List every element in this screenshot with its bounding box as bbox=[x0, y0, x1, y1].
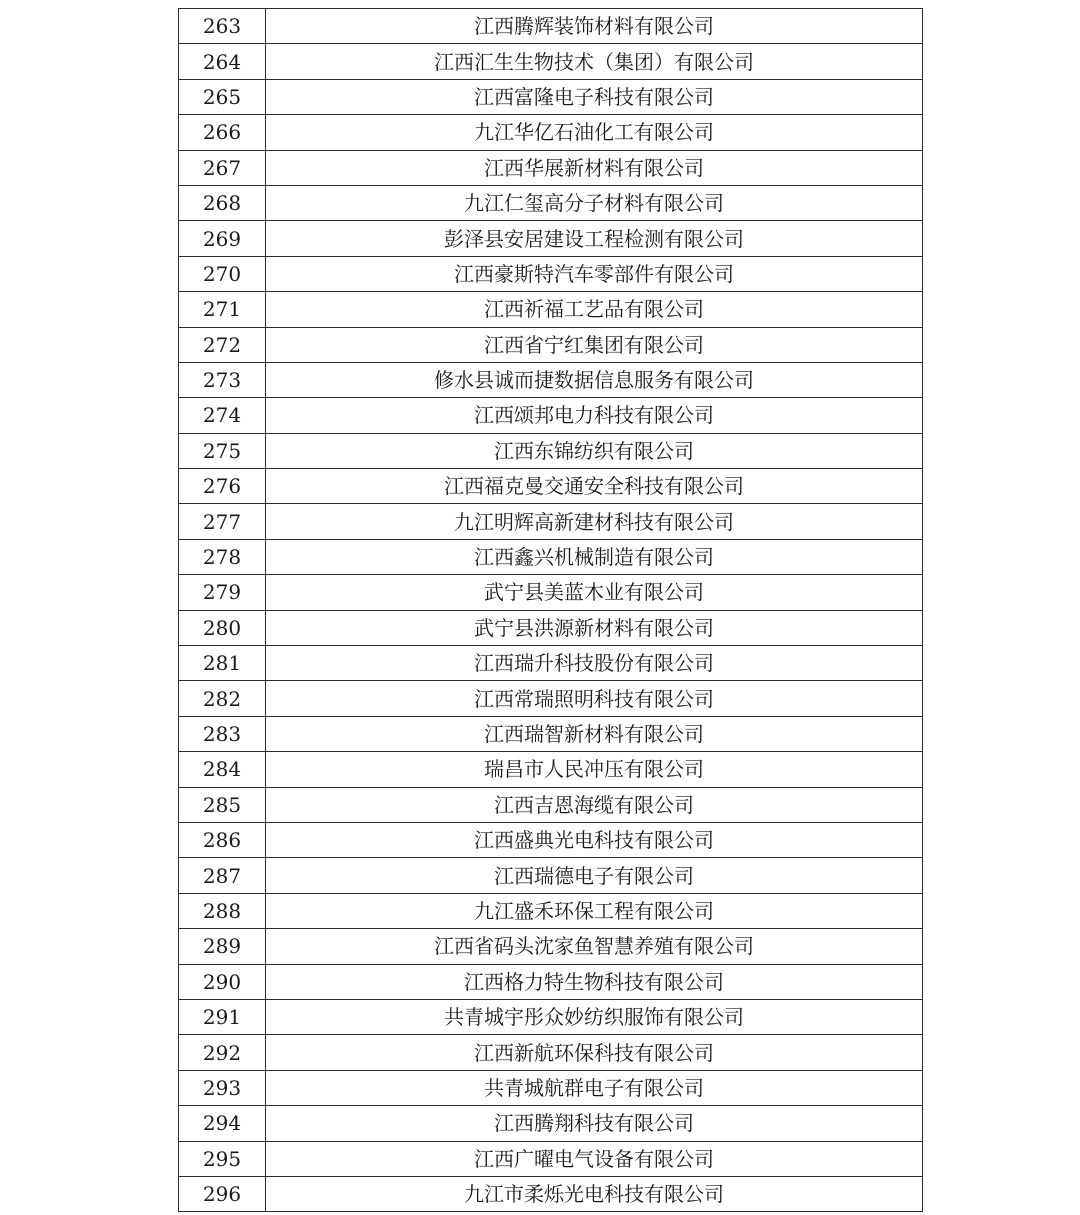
company-name-cell: 江西瑞升科技股份有限公司 bbox=[266, 646, 923, 681]
row-number-cell: 266 bbox=[179, 115, 266, 150]
company-name-cell: 江西华展新材料有限公司 bbox=[266, 150, 923, 185]
row-number-cell: 288 bbox=[179, 893, 266, 928]
row-number-cell: 289 bbox=[179, 929, 266, 964]
row-number-cell: 294 bbox=[179, 1106, 266, 1141]
row-number-cell: 295 bbox=[179, 1141, 266, 1176]
company-name-cell: 江西盛典光电科技有限公司 bbox=[266, 822, 923, 857]
company-list-body bbox=[179, 9, 923, 1212]
table-row bbox=[179, 221, 923, 256]
company-name-cell: 共青城航群电子有限公司 bbox=[266, 1070, 923, 1105]
table-row bbox=[179, 256, 923, 291]
company-name-cell: 修水县诚而捷数据信息服务有限公司 bbox=[266, 362, 923, 397]
company-name-cell: 武宁县美蓝木业有限公司 bbox=[266, 575, 923, 610]
table-row bbox=[179, 504, 923, 539]
row-number-cell: 284 bbox=[179, 752, 266, 787]
row-number-cell: 270 bbox=[179, 256, 266, 291]
row-number-cell: 275 bbox=[179, 433, 266, 468]
company-name-cell: 江西新航环保科技有限公司 bbox=[266, 1035, 923, 1070]
row-number-cell: 287 bbox=[179, 858, 266, 893]
row-number-cell: 265 bbox=[179, 79, 266, 114]
row-number-cell: 280 bbox=[179, 610, 266, 645]
table-row bbox=[179, 185, 923, 220]
company-list-table bbox=[178, 8, 923, 1212]
company-name-cell: 九江仁玺高分子材料有限公司 bbox=[266, 185, 923, 220]
table-row bbox=[179, 1176, 923, 1211]
company-name-cell: 江西颂邦电力科技有限公司 bbox=[266, 398, 923, 433]
company-name-cell: 江西福克曼交通安全科技有限公司 bbox=[266, 469, 923, 504]
company-name-cell: 彭泽县安居建设工程检测有限公司 bbox=[266, 221, 923, 256]
table-row bbox=[179, 292, 923, 327]
row-number-cell: 279 bbox=[179, 575, 266, 610]
table-row bbox=[179, 752, 923, 787]
company-name-cell: 共青城宇彤众妙纺织服饰有限公司 bbox=[266, 999, 923, 1034]
table-row bbox=[179, 469, 923, 504]
table-row bbox=[179, 9, 923, 44]
company-name-cell: 江西瑞德电子有限公司 bbox=[266, 858, 923, 893]
row-number-cell: 264 bbox=[179, 44, 266, 79]
table-row bbox=[179, 610, 923, 645]
row-number-cell: 268 bbox=[179, 185, 266, 220]
company-name-cell: 江西富隆电子科技有限公司 bbox=[266, 79, 923, 114]
table-row bbox=[179, 44, 923, 79]
table-row bbox=[179, 539, 923, 574]
table-row bbox=[179, 822, 923, 857]
company-name-cell: 江西汇生生物技术（集团）有限公司 bbox=[266, 44, 923, 79]
company-name-cell: 江西瑞智新材料有限公司 bbox=[266, 716, 923, 751]
company-name-cell: 江西腾翔科技有限公司 bbox=[266, 1106, 923, 1141]
table-row bbox=[179, 1035, 923, 1070]
row-number-cell: 296 bbox=[179, 1176, 266, 1211]
row-number-cell: 267 bbox=[179, 150, 266, 185]
row-number-cell: 272 bbox=[179, 327, 266, 362]
table-row bbox=[179, 327, 923, 362]
company-name-cell: 九江盛禾环保工程有限公司 bbox=[266, 893, 923, 928]
row-number-cell: 283 bbox=[179, 716, 266, 751]
row-number-cell: 263 bbox=[179, 9, 266, 44]
table-row bbox=[179, 999, 923, 1034]
company-name-cell: 江西东锦纺织有限公司 bbox=[266, 433, 923, 468]
row-number-cell: 292 bbox=[179, 1035, 266, 1070]
row-number-cell: 286 bbox=[179, 822, 266, 857]
row-number-cell: 278 bbox=[179, 539, 266, 574]
company-name-cell: 瑞昌市人民冲压有限公司 bbox=[266, 752, 923, 787]
table-row bbox=[179, 362, 923, 397]
table-row bbox=[179, 858, 923, 893]
table-row bbox=[179, 433, 923, 468]
row-number-cell: 271 bbox=[179, 292, 266, 327]
company-name-cell: 江西豪斯特汽车零部件有限公司 bbox=[266, 256, 923, 291]
company-name-cell: 江西腾辉装饰材料有限公司 bbox=[266, 9, 923, 44]
row-number-cell: 282 bbox=[179, 681, 266, 716]
table-row bbox=[179, 115, 923, 150]
table-row bbox=[179, 398, 923, 433]
company-name-cell: 江西省宁红集团有限公司 bbox=[266, 327, 923, 362]
company-name-cell: 江西吉恩海缆有限公司 bbox=[266, 787, 923, 822]
row-number-cell: 276 bbox=[179, 469, 266, 504]
company-name-cell: 江西鑫兴机械制造有限公司 bbox=[266, 539, 923, 574]
row-number-cell: 273 bbox=[179, 362, 266, 397]
company-name-cell: 九江明辉高新建材科技有限公司 bbox=[266, 504, 923, 539]
table-row bbox=[179, 929, 923, 964]
table-row bbox=[179, 787, 923, 822]
company-name-cell: 武宁县洪源新材料有限公司 bbox=[266, 610, 923, 645]
table-row bbox=[179, 681, 923, 716]
table-row bbox=[179, 893, 923, 928]
table-row bbox=[179, 79, 923, 114]
row-number-cell: 281 bbox=[179, 646, 266, 681]
table-row bbox=[179, 716, 923, 751]
row-number-cell: 293 bbox=[179, 1070, 266, 1105]
company-name-cell: 江西祈福工艺品有限公司 bbox=[266, 292, 923, 327]
row-number-cell: 290 bbox=[179, 964, 266, 999]
table-row bbox=[179, 964, 923, 999]
company-name-cell: 江西格力特生物科技有限公司 bbox=[266, 964, 923, 999]
company-name-cell: 江西常瑞照明科技有限公司 bbox=[266, 681, 923, 716]
company-name-cell: 九江市柔烁光电科技有限公司 bbox=[266, 1176, 923, 1211]
table-row bbox=[179, 1070, 923, 1105]
row-number-cell: 269 bbox=[179, 221, 266, 256]
company-name-cell: 九江华亿石油化工有限公司 bbox=[266, 115, 923, 150]
row-number-cell: 285 bbox=[179, 787, 266, 822]
table-row bbox=[179, 1106, 923, 1141]
row-number-cell: 277 bbox=[179, 504, 266, 539]
company-name-cell: 江西省码头沈家鱼智慧养殖有限公司 bbox=[266, 929, 923, 964]
table-row bbox=[179, 646, 923, 681]
table-row bbox=[179, 1141, 923, 1176]
table-row bbox=[179, 575, 923, 610]
table-row bbox=[179, 150, 923, 185]
company-name-cell: 江西广曜电气设备有限公司 bbox=[266, 1141, 923, 1176]
row-number-cell: 274 bbox=[179, 398, 266, 433]
row-number-cell: 291 bbox=[179, 999, 266, 1034]
